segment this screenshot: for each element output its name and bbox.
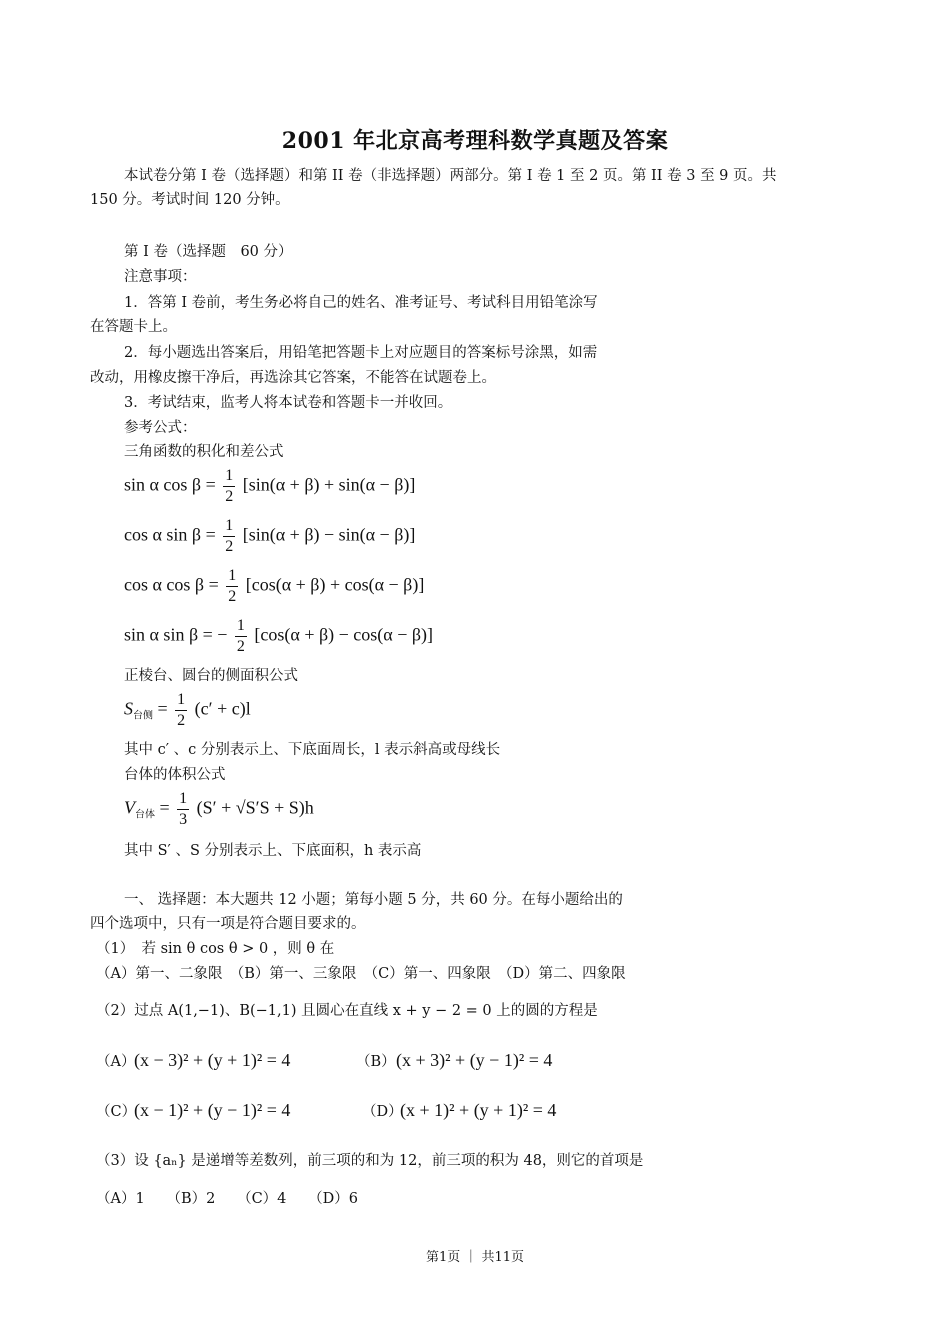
question-3-options: （A）1 （B）2 （C）4 （D）6 [96, 1191, 358, 1207]
intro-text-cont: 150 分。考试时间 120 分钟。 [90, 192, 290, 208]
notice-item-2: 2．每小题选出答案后，用铅笔把答题卡上对应题目的答案标号涂黑，如需 [124, 345, 598, 361]
question-2: （2）过点 A(1,−1)、B(−1,1) 且圆心在直线 x + y − 2 = 0 上的圆的方程是 [96, 1003, 598, 1019]
q2-option-a-label: （A） [96, 1054, 136, 1070]
part1-instructions-cont: 四个选项中，只有一项是符合题目要求的。 [90, 916, 366, 932]
notice-item-1-cont: 在答题卡上。 [90, 319, 177, 335]
volume-title: 台体的体积公式 [124, 767, 226, 783]
section-header: 第 I 卷（选择题 60 分） [124, 244, 293, 260]
q2-option-a: (x − 3)² + (y + 1)² = 4 [134, 1050, 291, 1070]
question-1-options: （A）第一、二象限 （B）第一、三象限 （C）第一、四象限 （D）第二、四象限 [96, 966, 626, 982]
lateral-area-title: 正棱台、圆台的侧面积公式 [124, 668, 298, 684]
notice-item-2-cont: 改动，用橡皮擦干净后，再选涂其它答案，不能答在试题卷上。 [90, 370, 496, 386]
part1-instructions: 一、 选择题：本大题共 12 小题；第每小题 5 分，共 60 分。在每小题给出的 [124, 892, 623, 908]
page-footer: 第1页 ｜ 共11页 [425, 1250, 525, 1265]
formula-lateral-area: $S_{台侧}$ = $\frac{1}{2}$ (c′ + c)l [124, 691, 251, 729]
volume-note: 其中 S′ 、S 分别表示上、下底面积，h 表示高 [124, 843, 422, 859]
question-3: （3）设 {aₙ} 是递增等差数列，前三项的和为 12，前三项的积为 48，则它的首项是 [96, 1153, 644, 1169]
q2-option-b-label: （B） [356, 1054, 396, 1070]
formula-frustum-volume: $V_{台体}$ = $\frac{1}{3}$ (S′ + √S′S + S)h [124, 790, 314, 828]
reference-title: 参考公式： [124, 420, 197, 436]
formula-product-to-sum-4: sin α sin β = − $\frac{1}{2}$ [cos(α + β) − cos(α − β)] [124, 617, 433, 655]
page-title: 2001 年北京高考理科数学真题及答案 [281, 128, 669, 154]
q2-option-d-label: （D） [362, 1104, 403, 1120]
trig-title: 三角函数的积化和差公式 [124, 444, 284, 460]
notice-item-3: 3．考试结束，监考人将本试卷和答题卡一并收回。 [124, 395, 453, 411]
q2-option-c-label: （C） [96, 1104, 137, 1120]
lateral-area-note: 其中 c′ 、c 分别表示上、下底面周长，l 表示斜高或母线长 [124, 742, 501, 758]
formula-product-to-sum-1: sin α cos β = $\frac{1}{2}$ [sin(α + β) + sin(α − β)] [124, 467, 416, 505]
q2-option-b: (x + 3)² + (y − 1)² = 4 [396, 1050, 553, 1070]
q2-option-d: (x + 1)² + (y + 1)² = 4 [400, 1100, 557, 1120]
q2-option-c: (x − 1)² + (y − 1)² = 4 [134, 1100, 291, 1120]
question-1: （1） 若 sin θ cos θ > 0 ，则 θ 在 [96, 941, 335, 957]
notice-title: 注意事项： [124, 269, 197, 285]
intro-text: 本试卷分第 I 卷（选择题）和第 II 卷（非选择题）两部分。第 I 卷 1 至 2 页。第 II 卷 3 至 9 页。共 [124, 168, 777, 184]
formula-product-to-sum-2: cos α sin β = $\frac{1}{2}$ [sin(α + β) − sin(α − β)] [124, 517, 416, 555]
formula-product-to-sum-3: cos α cos β = $\frac{1}{2}$ [cos(α + β) + cos(α − β)] [124, 567, 425, 605]
notice-item-1: 1．答第 I 卷前，考生务必将自己的姓名、准考证号、考试科目用铅笔涂写 [124, 295, 598, 311]
